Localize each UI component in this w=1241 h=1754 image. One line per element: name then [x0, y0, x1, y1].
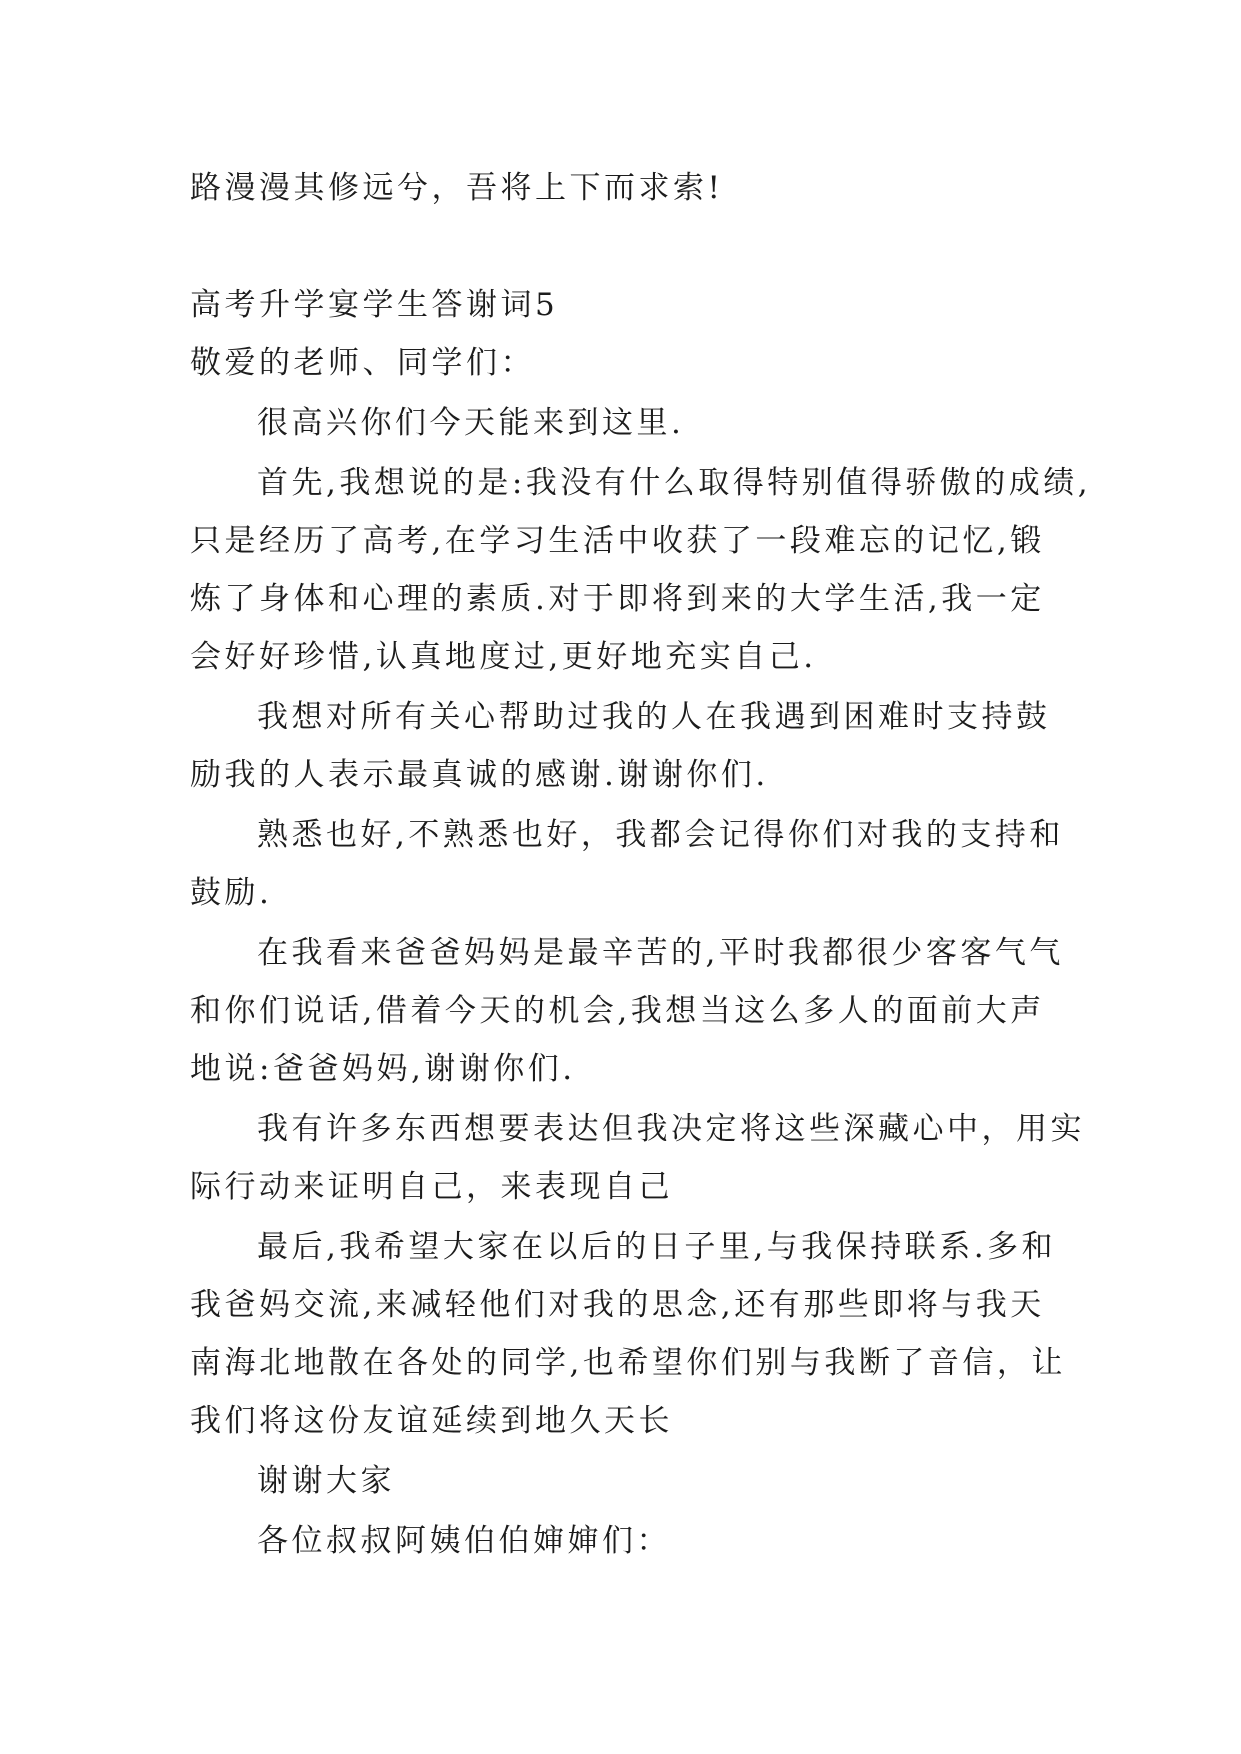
- closing-quote: 路漫漫其修远兮，吾将上下而求索!: [190, 170, 724, 206]
- paragraph-line: 我想对所有关心帮助过我的人在我遇到困难时支持鼓: [257, 699, 1051, 735]
- paragraph-line: 炼了身体和心理的素质.对于即将到来的大学生活,我一定: [190, 581, 1045, 617]
- salutation: 敬爱的老师、同学们：: [190, 345, 535, 381]
- paragraph-line: 际行动来证明自己，来表现自己: [190, 1169, 673, 1205]
- paragraph-line: 会好好珍惜,认真地度过,更好地充实自己.: [190, 639, 817, 675]
- paragraph-line: 谢谢大家: [257, 1463, 395, 1499]
- section-title: 高考升学宴学生答谢词5: [190, 287, 559, 323]
- paragraph-line: 励我的人表示最真诚的感谢.谢谢你们.: [190, 757, 769, 793]
- paragraph-line: 鼓励.: [190, 875, 273, 911]
- paragraph-line: 南海北地散在各处的同学,也希望你们别与我断了音信，让: [190, 1345, 1066, 1381]
- paragraph-line: 地说:爸爸妈妈,谢谢你们.: [190, 1051, 576, 1087]
- paragraph-line: 首先,我想说的是:我没有什么取得特别值得骄傲的成绩,: [257, 465, 1092, 501]
- paragraph-line: 和你们说话,借着今天的机会,我想当这么多人的面前大声: [190, 993, 1045, 1029]
- paragraph-line: 我们将这份友谊延续到地久天长: [190, 1403, 673, 1439]
- paragraph-line: 我有许多东西想要表达但我决定将这些深藏心中，用实: [257, 1111, 1085, 1147]
- paragraph-line: 熟悉也好,不熟悉也好，我都会记得你们对我的支持和: [257, 817, 1064, 853]
- paragraph-line: 很高兴你们今天能来到这里.: [257, 405, 685, 441]
- paragraph-line: 最后,我希望大家在以后的日子里,与我保持联系.多和: [257, 1229, 1057, 1265]
- paragraph-line: 我爸妈交流,来减轻他们对我的思念,还有那些即将与我天: [190, 1287, 1045, 1323]
- paragraph-line: 在我看来爸爸妈妈是最辛苦的,平时我都很少客客气气: [257, 935, 1064, 971]
- paragraph-line: 只是经历了高考,在学习生活中收获了一段难忘的记忆,锻: [190, 523, 1045, 559]
- paragraph-line: 各位叔叔阿姨伯伯婶婶们：: [257, 1523, 671, 1559]
